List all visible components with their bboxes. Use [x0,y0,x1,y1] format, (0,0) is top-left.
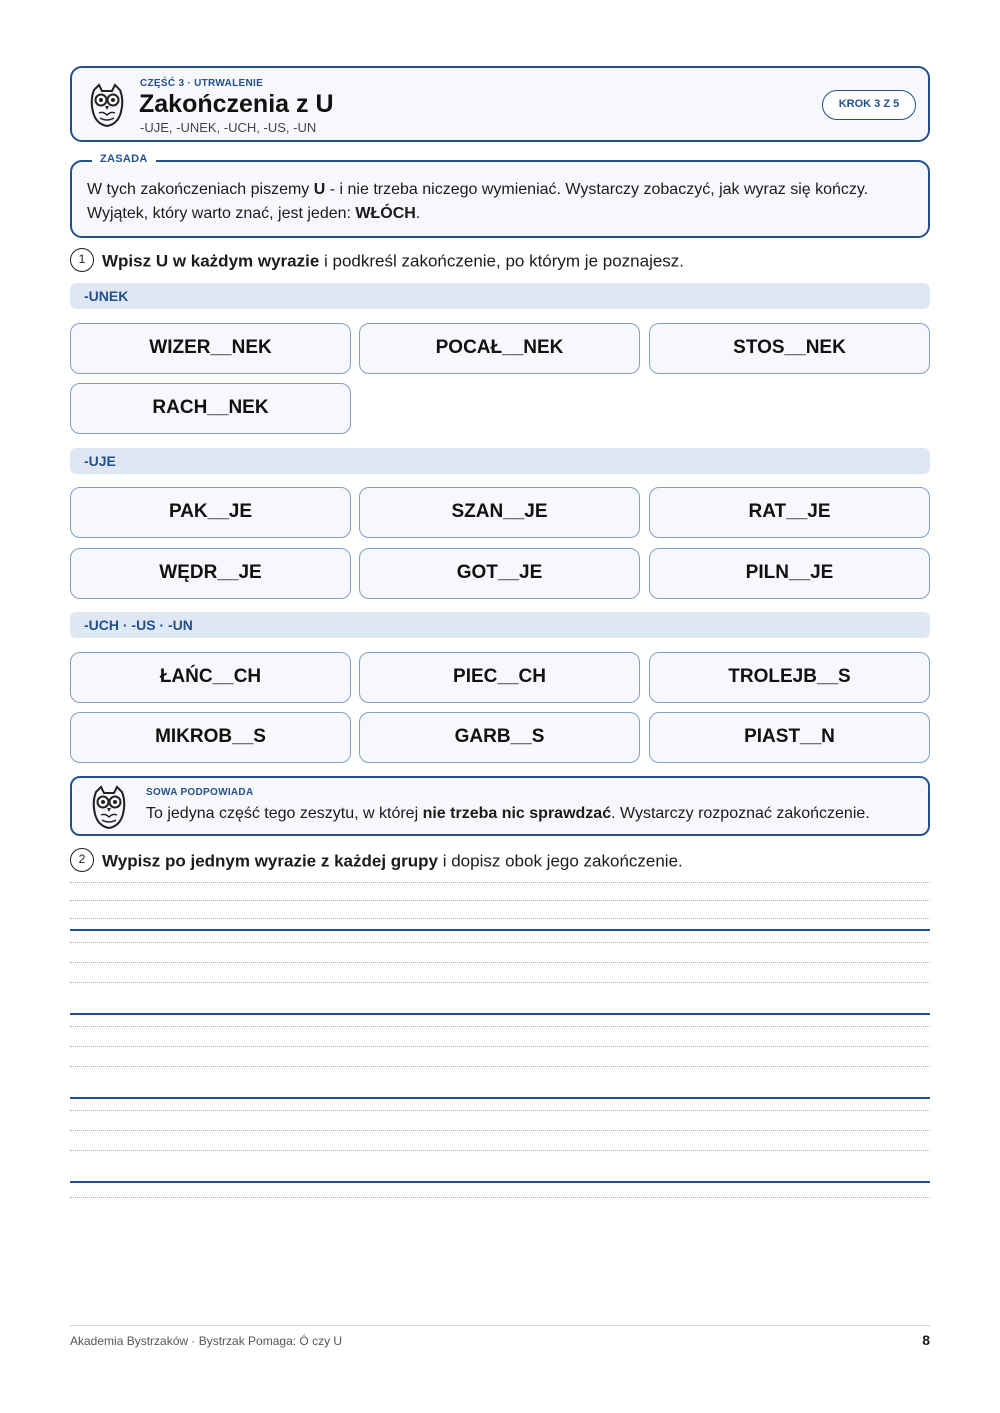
writing-guide-line [70,1150,930,1151]
writing-guide-line [70,942,930,943]
page-subtitle: -UJE, -UNEK, -UCH, -US, -UN [140,120,317,135]
hint-text-part: To jedyna część tego zeszytu, w której [146,805,423,822]
footer-divider [70,1325,930,1326]
writing-base-line [70,1013,930,1015]
owl-icon [88,82,126,128]
task-2-instruction [70,850,683,874]
writing-base-line [70,1097,930,1099]
word-card[interactable]: RACH__NEK [70,383,351,434]
page-title: Zakończenia z U [139,90,334,118]
word-card[interactable]: PILN__JE [649,548,930,599]
rule-legend: ZASADA [92,153,156,165]
writing-guide-line [70,882,930,883]
rule-text-part: W tych zakończeniach piszemy [87,181,314,198]
page-number: 8 [922,1332,930,1348]
hint-text-bold: nie trzeba nic sprawdzać [422,805,612,822]
footer-text: Akademia Bystrzaków · Bystrzak Pomaga: Ó czy U [70,1334,343,1348]
writing-guide-line [70,1066,930,1067]
group-bar-unek: -UNEK [70,283,930,309]
writing-guide-line [70,962,930,963]
word-card[interactable]: MIKROB__S [70,712,351,763]
rule-text [87,178,907,226]
writing-guide-line [70,982,930,983]
word-card[interactable]: PIAST__N [649,712,930,763]
writing-base-line [70,1181,930,1183]
writing-guide-line [70,900,930,901]
hint-label: SOWA PODPOWIADA [146,787,254,798]
writing-guide-line [70,1046,930,1047]
word-card[interactable]: PAK__JE [70,487,351,538]
task-number: 1 [70,248,94,272]
word-card[interactable]: TROLEJB__S [649,652,930,703]
section-kicker: CZĘŚĆ 3 · UTRWALENIE [140,78,264,89]
task-instruction-bold: Wypisz po jednym wyrazie z każdej grupy [102,851,438,871]
group-bar-uje: -UJE [70,448,930,474]
word-card[interactable]: SZAN__JE [359,487,640,538]
word-card[interactable]: RAT__JE [649,487,930,538]
rule-box [70,153,930,238]
writing-base-line [70,929,930,931]
step-badge: KROK 3 Z 5 [822,90,916,120]
word-card[interactable]: POCAŁ__NEK [359,323,640,374]
hint-text-part: . Wystarczy rozpoznać zakończenie. [611,805,870,822]
group-bar-uch-us-un: -UCH · -US · -UN [70,612,930,638]
rule-text-part: - i nie trzeba niczego wymieniać. Wystarczy zobaczyć, jak wyraz się kończy. Wyjątek, który warto znać, jest jeden: [87,181,869,222]
task-instruction-rest: i podkreśl zakończenie, po którym je poznajesz. [319,251,685,271]
task-1-instruction [70,250,684,274]
word-card[interactable]: ŁAŃC__CH [70,652,351,703]
task-instruction-bold: Wpisz U w każdym wyrazie [102,251,320,271]
hint-text [146,805,870,823]
word-card[interactable]: WĘDR__JE [70,548,351,599]
word-card[interactable]: PIEC__CH [359,652,640,703]
task-number: 2 [70,848,94,872]
hint-box [70,776,930,836]
rule-bold-letter: U [313,181,326,198]
writing-guide-line [70,1026,930,1027]
task-instruction-rest: i dopisz obok jego zakończenie. [438,851,683,871]
rule-exception-word: WŁÓCH [355,205,416,222]
word-card[interactable]: GARB__S [359,712,640,763]
owl-icon [90,784,128,830]
word-card[interactable]: STOS__NEK [649,323,930,374]
word-card[interactable]: WIZER__NEK [70,323,351,374]
writing-guide-line [70,1197,930,1198]
rule-text-part: . [415,205,421,222]
writing-guide-line [70,918,930,919]
writing-guide-line [70,1130,930,1131]
writing-guide-line [70,1110,930,1111]
worksheet-header [70,66,930,142]
word-card[interactable]: GOT__JE [359,548,640,599]
